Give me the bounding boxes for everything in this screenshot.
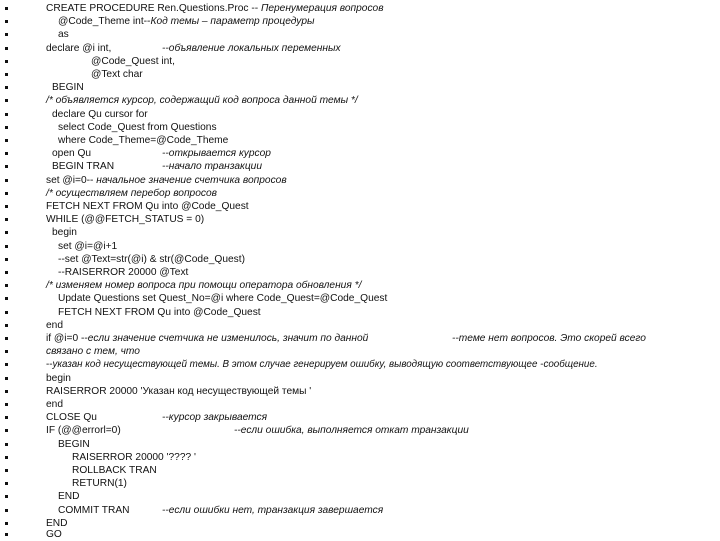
line-comment: /* осуществляем перебор вопросов — [46, 187, 217, 199]
code-line — [0, 187, 720, 200]
bullet-icon — [5, 469, 8, 472]
code-line — [0, 279, 720, 292]
code-line — [0, 108, 720, 121]
line-text: IF (@@errorl=0) — [46, 425, 121, 437]
code-line — [0, 121, 720, 134]
line-text: as — [58, 29, 69, 41]
code-line — [0, 306, 720, 319]
line-text: declare Qu cursor for — [52, 108, 148, 120]
line-text: RETURN(1) — [72, 478, 127, 490]
code-line — [0, 372, 720, 385]
line-text: end — [46, 319, 63, 331]
bullet-icon — [5, 533, 8, 536]
bullet-icon — [5, 20, 8, 23]
bullet-icon — [5, 271, 8, 274]
line-comment: /* объявляется курсор, содержащий код вопроса данной темы */ — [46, 95, 358, 107]
bullet-icon — [5, 73, 8, 76]
bullet-icon — [5, 139, 8, 142]
code-line — [0, 424, 720, 437]
line-text: where Code_Theme=@Code_Theme — [58, 135, 229, 146]
bullet-icon — [5, 324, 8, 327]
line-text: BEGIN TRAN — [52, 161, 115, 173]
code-line — [0, 398, 720, 411]
code-line — [0, 385, 720, 398]
line-comment: --открывается курсор — [162, 148, 271, 160]
line-text: GO — [46, 529, 62, 540]
bullet-icon — [5, 192, 8, 195]
code-line — [0, 451, 720, 464]
line-text: ROLLBACK TRAN — [72, 465, 157, 476]
line-comment: --начало транзакции — [162, 161, 263, 173]
line-text: set @i=0-- начальное значение счетчика вопросов — [46, 174, 287, 186]
code-line — [0, 345, 720, 358]
line-text: @Code_Quest int, — [91, 55, 175, 67]
line-text: select Code_Quest from Questions — [58, 121, 217, 133]
code-line — [0, 15, 720, 28]
code-line — [0, 332, 720, 345]
bullet-icon — [5, 231, 8, 234]
bullet-icon — [5, 165, 8, 168]
line-comment: --курсор закрывается — [162, 412, 268, 424]
code-line — [0, 2, 720, 15]
code-line — [0, 28, 720, 41]
bullet-icon — [5, 482, 8, 485]
line-text: --RAISERROR 20000 @Text — [58, 267, 189, 278]
code-line — [0, 464, 720, 477]
code-line — [0, 160, 720, 173]
line-text: @Text char — [91, 69, 143, 80]
code-line — [0, 42, 720, 55]
bullet-icon — [5, 99, 8, 102]
code-line — [0, 490, 720, 503]
line-text: set @i=@i+1 — [58, 240, 118, 252]
bullet-icon — [5, 456, 8, 459]
code-line — [0, 358, 720, 371]
code-line — [0, 55, 720, 68]
bullet-icon — [5, 363, 8, 366]
line-text: FETCH NEXT FROM Qu into @Code_Quest — [46, 201, 249, 212]
bullet-icon — [5, 113, 8, 116]
bullet-icon — [5, 152, 8, 155]
line-text: FETCH NEXT FROM Qu into @Code_Quest — [58, 306, 261, 318]
line-comment: --объявление локальных переменных — [162, 42, 341, 54]
code-line — [0, 319, 720, 332]
bullet-icon — [5, 33, 8, 36]
bullet-icon — [5, 350, 8, 353]
code-line — [0, 477, 720, 490]
bullet-icon — [5, 179, 8, 182]
bullet-icon — [5, 7, 8, 10]
bullet-icon — [5, 416, 8, 419]
bullet-icon — [5, 311, 8, 314]
line-text: open Qu — [52, 148, 92, 160]
bullet-icon — [5, 284, 8, 287]
bullet-icon — [5, 509, 8, 512]
bullet-icon — [5, 337, 8, 340]
code-line — [0, 240, 720, 253]
code-line — [0, 134, 720, 147]
code-line — [0, 253, 720, 266]
code-line — [0, 504, 720, 517]
code-line — [0, 147, 720, 160]
line-comment: --теме нет вопросов. Это скорей всего — [452, 333, 646, 344]
line-text: END — [46, 517, 68, 529]
line-text: --set @Text=str(@i) & str(@Code_Quest) — [58, 253, 245, 265]
line-text: declare @i int, — [46, 42, 112, 54]
line-comment: --если ошибки нет, транзакция завершается — [162, 504, 384, 516]
bullet-icon — [5, 443, 8, 446]
code-line — [0, 438, 720, 451]
line-text: Update Questions set Quest_No=@i where Code_Quest=@Code_Quest — [58, 293, 388, 305]
bullet-icon — [5, 218, 8, 221]
code-line — [0, 411, 720, 424]
code-line — [0, 68, 720, 81]
line-text: BEGIN — [58, 438, 90, 450]
bullet-icon — [5, 403, 8, 406]
bullet-icon — [5, 126, 8, 129]
line-text: WHILE (@@FETCH_STATUS = 0) — [46, 214, 205, 226]
line-text: CLOSE Qu — [46, 412, 97, 424]
line-text: BEGIN — [52, 82, 84, 94]
code-line — [0, 213, 720, 226]
line-text: END — [58, 491, 80, 503]
bullet-icon — [5, 495, 8, 498]
line-text: --указан код несуществующей темы. В этом случае генерируем ошибку, выводящую соответствующее -сообщение. — [46, 359, 598, 371]
code-line — [0, 528, 720, 541]
code-line — [0, 226, 720, 239]
bullet-icon — [5, 86, 8, 89]
line-text: RAISERROR 20000 '???? ' — [72, 451, 196, 463]
line-text: @Code_Theme int--Код темы – параметр процедуры — [58, 16, 315, 28]
line-text: end — [46, 399, 63, 410]
line-comment: --если ошибка, выполняется откат транзакции — [234, 425, 469, 437]
line-text: if @i=0 --если значение счетчика не изменилось, значит по данной — [46, 333, 369, 344]
bullet-icon — [5, 390, 8, 393]
bullet-icon — [5, 47, 8, 50]
line-comment: /* изменяем номер вопроса при помощи оператора обновления */ — [46, 280, 362, 292]
bullet-icon — [5, 429, 8, 432]
code-line — [0, 200, 720, 213]
bullet-icon — [5, 60, 8, 63]
code-line — [0, 174, 720, 187]
bullet-icon — [5, 297, 8, 300]
bullet-icon — [5, 245, 8, 248]
line-text: RAISERROR 20000 'Указан код несуществующей темы ' — [46, 385, 312, 397]
bullet-icon — [5, 522, 8, 525]
bullet-icon — [5, 205, 8, 208]
line-comment: связано с тем, что — [46, 346, 140, 358]
code-line — [0, 94, 720, 107]
code-line — [0, 266, 720, 279]
line-text: CREATE PROCEDURE Ren.Questions.Proc -- Перенумерация вопросов — [46, 3, 384, 14]
line-text: COMMIT TRAN — [58, 504, 130, 516]
line-text: begin — [46, 372, 71, 384]
code-line — [0, 292, 720, 305]
code-line — [0, 81, 720, 94]
bullet-icon — [5, 377, 8, 380]
line-text: begin — [52, 227, 77, 239]
bullet-icon — [5, 258, 8, 261]
